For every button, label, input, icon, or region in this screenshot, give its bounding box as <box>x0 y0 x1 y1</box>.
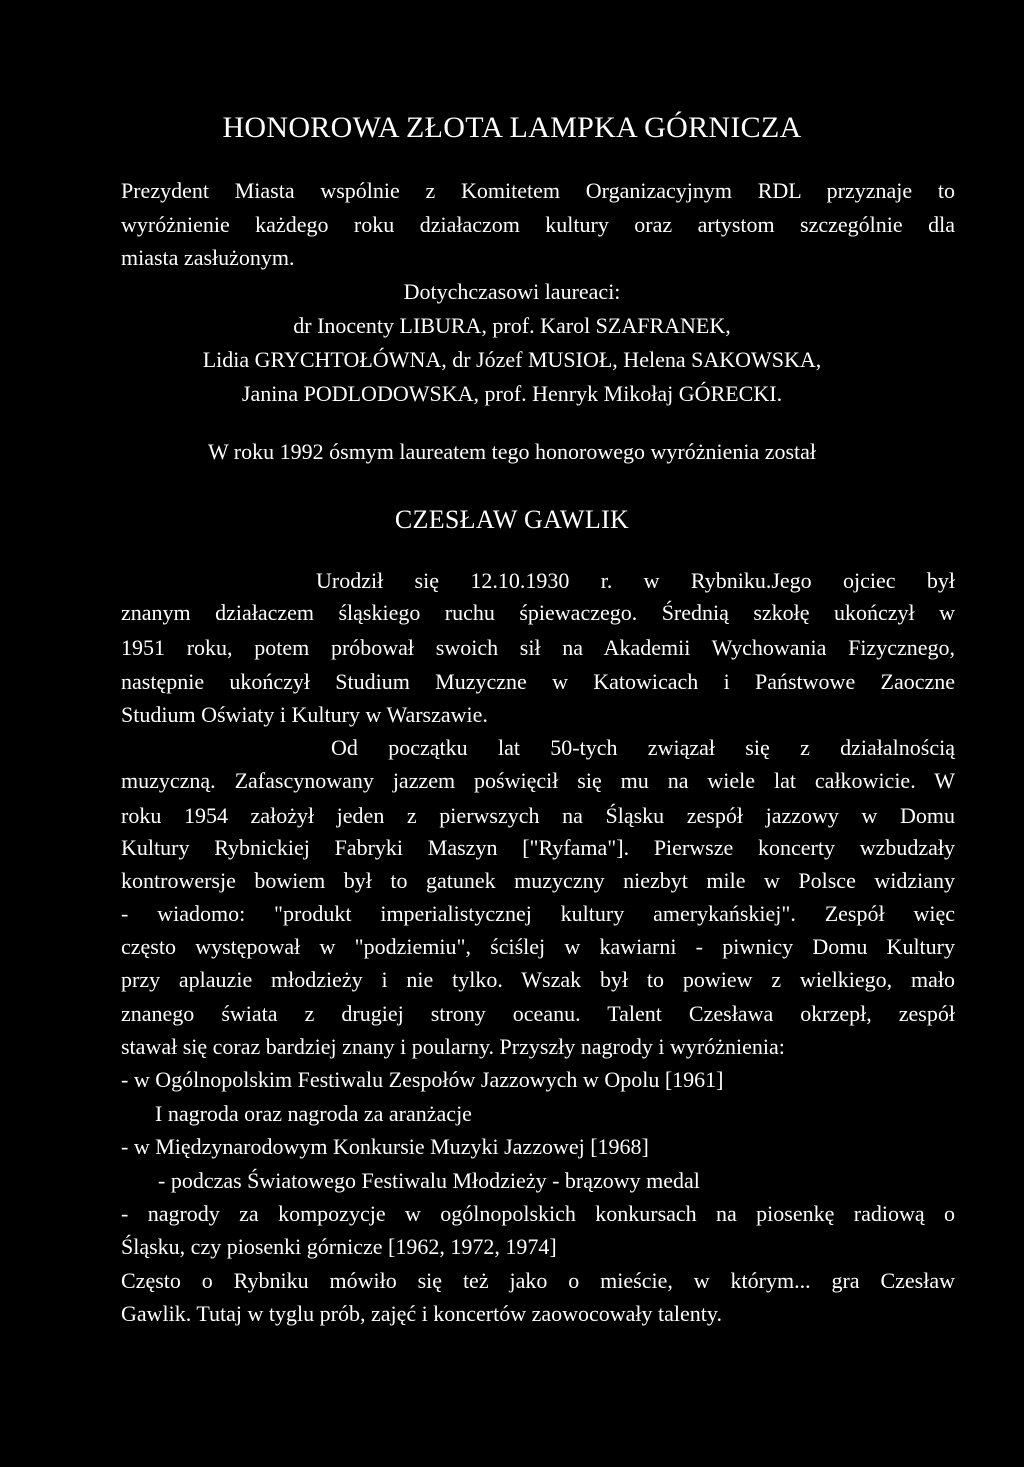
bio-line: Urodził się 12.10.1930 r. w Rybniku.Jego ojciec był <box>316 568 955 593</box>
document-title: HONOROWA ZŁOTA LAMPKA GÓRNICZA <box>222 111 802 144</box>
bio-line: Kultury Rybnickiej Fabryki Maszyn ["Ryfama"]. Pierwsze koncerty wzbudzały <box>121 835 955 860</box>
award-line: - w Ogólnopolskim Festiwalu Zespołów Jazzowych w Opolu [1961] <box>121 1067 724 1092</box>
bio-line: 1951 roku, potem próbował swoich sił na Akademii Wychowania Fizycznego, <box>121 635 955 660</box>
laureates-line: Lidia GRYCHTOŁÓWNA, dr Józef MUSIOŁ, Helena SAKOWSKA, <box>202 347 822 372</box>
award-line: I nagroda oraz nagroda za aranżacje <box>155 1101 472 1126</box>
intro-line: wyróżnienie każdego roku działaczom kultury oraz artystom szczególnie dla <box>121 212 955 237</box>
award-line: - w Międzynarodowym Konkursie Muzyki Jazzowej [1968] <box>121 1134 649 1159</box>
bio-line: kontrowersje bowiem był to gatunek muzyczny niezbyt mile w Polsce widziany <box>121 868 955 893</box>
announcement: W roku 1992 ósmym laureatem tego honorowego wyróżnienia został <box>207 439 817 464</box>
closing-line: Często o Rybniku mówiło się też jako o mieście, w którym... gra Czesław <box>121 1268 955 1293</box>
award-line: - nagrody za kompozycje w ogólnopolskich konkursach na piosenkę radiową o <box>121 1201 955 1226</box>
award-line: Śląsku, czy piosenki górnicze [1962, 1972, 1974] <box>121 1234 557 1259</box>
bio-line: Od początku lat 50-tych związał się z działalnością <box>331 735 955 760</box>
bio-line: muzyczną. Zafascynowany jazzem poświęcił się mu na wiele lat całkowicie. W <box>121 768 955 793</box>
intro-line: Prezydent Miasta wspólnie z Komitetem Organizacyjnym RDL przyznaje to <box>121 178 955 203</box>
bio-line: znanym działaczem śląskiego ruchu śpiewaczego. Średnią szkołę ukończył w <box>121 600 955 625</box>
bio-line: Studium Oświaty i Kultury w Warszawie. <box>121 702 488 727</box>
bio-line: stawał się coraz bardziej znany i poularny. Przyszły nagrody i wyróżnienia: <box>121 1034 785 1059</box>
laureates-heading: Dotychczasowi laureaci: <box>403 279 621 304</box>
intro-line: miasta zasłużonym. <box>121 245 295 270</box>
laureate-name: CZESŁAW GAWLIK <box>394 505 630 534</box>
bio-line: przy aplauzie młodzieży i nie tylko. Wszak był to powiew z wielkiego, mało <box>121 967 955 992</box>
bio-line: często występował w "podziemiu", ściślej w kawiarni - piwnicy Domu Kultury <box>121 934 955 959</box>
bio-line: następnie ukończył Studium Muzyczne w Katowicach i Państwowe Zaoczne <box>121 669 955 694</box>
bio-line: znanego świata z drugiej strony oceanu. Talent Czesława okrzepł, zespół <box>121 1001 955 1026</box>
closing-line: Gawlik. Tutaj w tyglu prób, zajęć i koncertów zaowocowały talenty. <box>121 1301 722 1326</box>
laureates-line: Janina PODLODOWSKA, prof. Henryk Mikołaj GÓRECKI. <box>241 381 783 406</box>
bio-line: - wiadomo: "produkt imperialistycznej kultury amerykańskiej". Zespół więc <box>121 901 955 926</box>
award-line: - podczas Światowego Festiwalu Młodzieży - brązowy medal <box>158 1168 700 1193</box>
laureates-line: dr Inocenty LIBURA, prof. Karol SZAFRANEK, <box>293 313 731 338</box>
bio-line: roku 1954 założył jeden z pierwszych na Śląsku zespół jazzowy w Domu <box>121 803 955 828</box>
